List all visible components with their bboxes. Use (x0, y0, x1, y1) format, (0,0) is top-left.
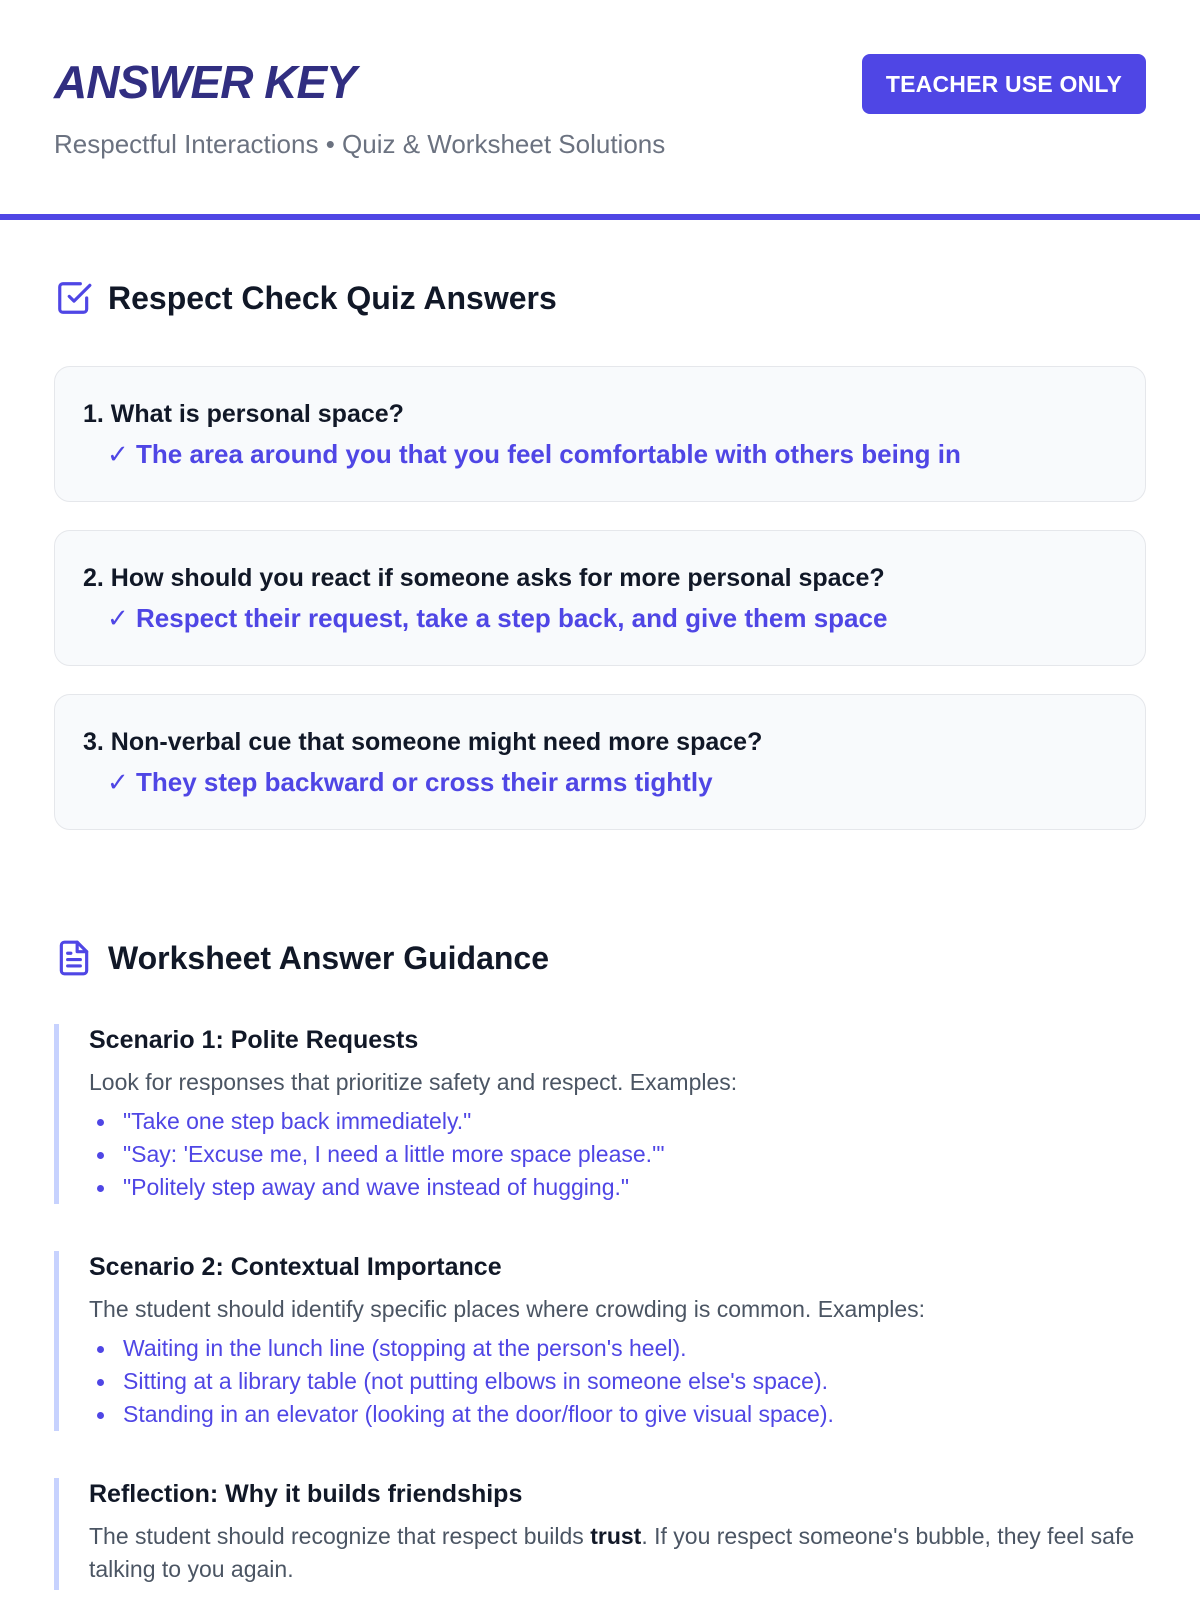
scenario-1-block (54, 1024, 1146, 1204)
reflection-block (54, 1478, 1146, 1590)
scenario-intro: The student should identify specific places where crowding is common. Examples: (89, 1296, 926, 1322)
scenario-title: Scenario 2: Contextual Importance (89, 1253, 502, 1281)
scenario-examples (89, 1332, 1146, 1431)
quiz-heading: Respect Check Quiz Answers (108, 279, 557, 316)
scenario-title: Scenario 1: Polite Requests (89, 1026, 419, 1054)
list-item: "Politely step away and wave instead of hugging." (89, 1171, 1146, 1204)
reflection-text-before: The student should recognize that respect builds (89, 1523, 591, 1549)
worksheet-section-heading (54, 938, 549, 978)
quiz-section-heading (54, 278, 557, 318)
quiz-answer: ✓ Respect their request, take a step back, and give them space (107, 603, 888, 633)
reflection-text-after: . If you respect someone's bubble, they feel safe talking to you again. (89, 1523, 1135, 1582)
document-icon (54, 938, 94, 978)
header (0, 0, 1200, 220)
reflection-title: Reflection: Why it builds friendships (89, 1480, 523, 1508)
list-item: Standing in an elevator (looking at the door/floor to give visual space). (89, 1398, 1146, 1431)
scenario-examples (89, 1105, 1146, 1204)
page-title: ANSWER KEY (54, 56, 356, 108)
quiz-question: 1. What is personal space? (83, 400, 404, 428)
checkbox-icon (54, 278, 94, 318)
quiz-answer: ✓ The area around you that you feel comfortable with others being in (107, 439, 961, 469)
page-subtitle: Respectful Interactions • Quiz & Worksheet Solutions (54, 129, 666, 159)
quiz-card-2 (54, 530, 1146, 666)
list-item: Waiting in the lunch line (stopping at the person's heel). (89, 1332, 1146, 1365)
quiz-card-1 (54, 366, 1146, 502)
quiz-card-3 (54, 694, 1146, 830)
scenario-2-block (54, 1251, 1146, 1431)
scenario-intro: Look for responses that prioritize safety and respect. Examples: (89, 1069, 738, 1095)
reflection-keyword: trust (590, 1523, 642, 1549)
teacher-use-badge: TEACHER USE ONLY (862, 54, 1146, 114)
reflection-text (89, 1520, 1146, 1586)
quiz-question: 2. How should you react if someone asks for more personal space? (83, 564, 885, 592)
list-item: "Take one step back immediately." (89, 1105, 1146, 1138)
worksheet-heading: Worksheet Answer Guidance (108, 939, 550, 976)
quiz-question: 3. Non-verbal cue that someone might need more space? (83, 728, 763, 756)
quiz-answer: ✓ They step backward or cross their arms tightly (107, 767, 713, 797)
list-item: Sitting at a library table (not putting elbows in someone else's space). (89, 1365, 1146, 1398)
list-item: "Say: 'Excuse me, I need a little more space please.'" (89, 1138, 1146, 1171)
